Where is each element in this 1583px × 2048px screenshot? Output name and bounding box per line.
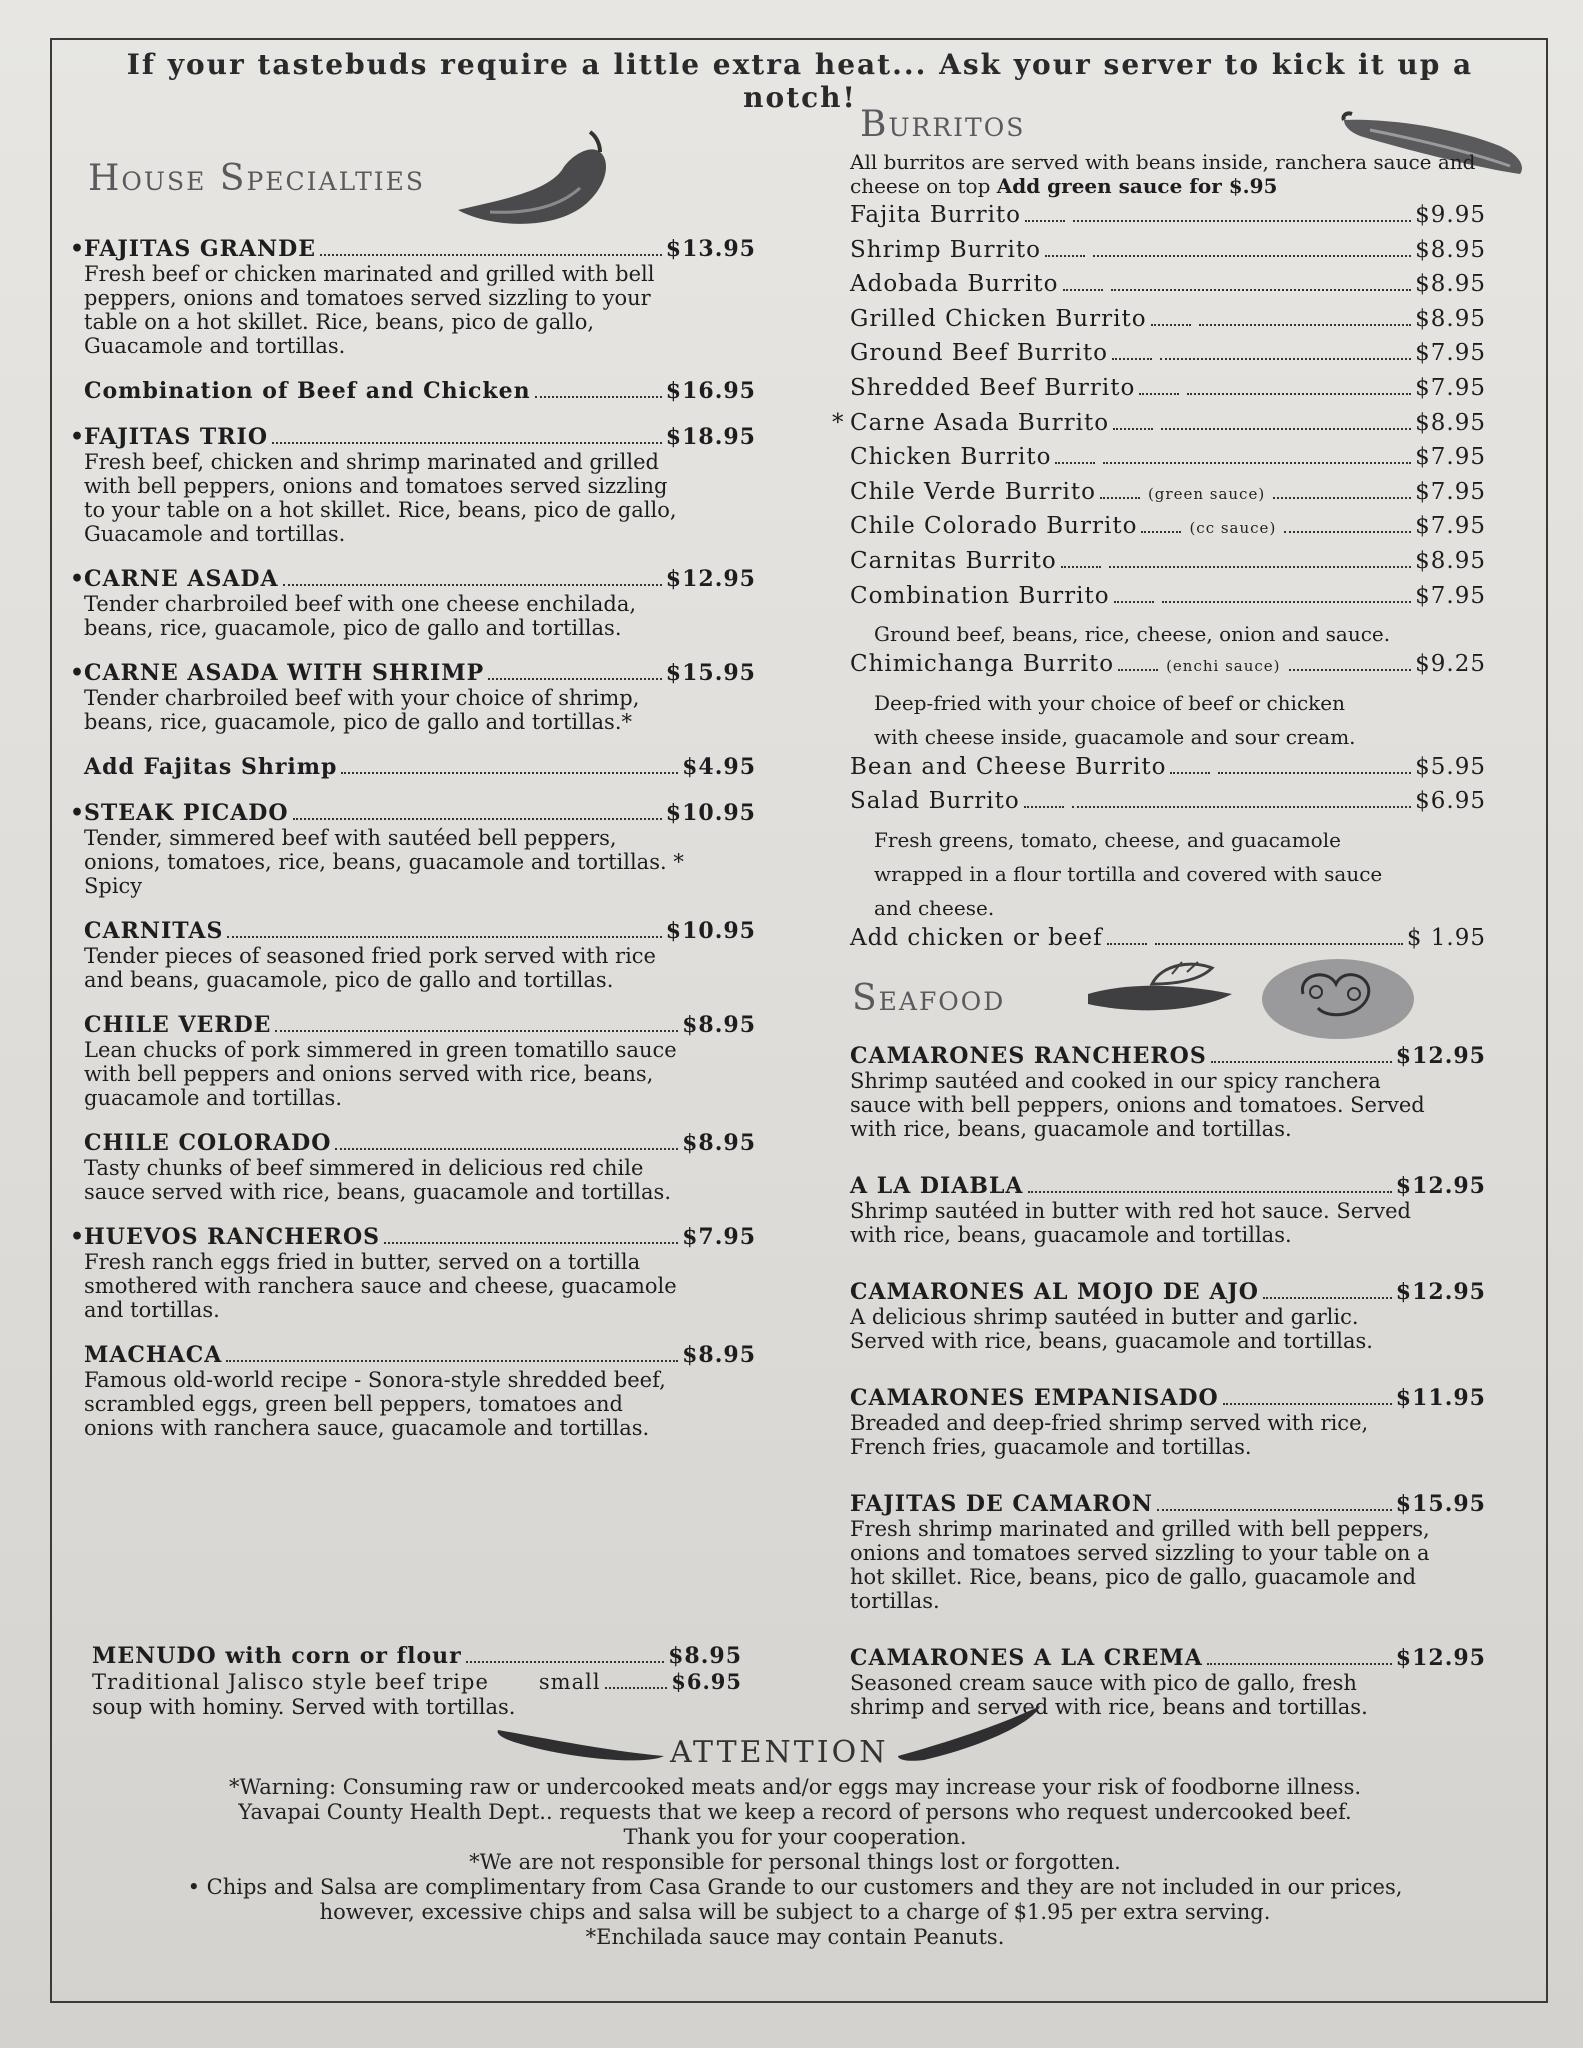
dot-leader [1025, 219, 1065, 222]
burrito-price: $7.95 [1415, 478, 1486, 505]
dot-leader [1284, 530, 1411, 533]
item-description: Tasty chunks of beef simmered in delicious red chile sauce served with rice, beans, guacamole and tortillas. [84, 1156, 671, 1204]
dot-leader [384, 1241, 678, 1244]
attention-line: *Warning: Consuming raw or undercooked meats and/or eggs may increase your risk of foodborne illness. [228, 1775, 1362, 1799]
item-price: $10.95 [665, 918, 756, 944]
item-header [850, 1491, 1486, 1517]
item-header [70, 660, 756, 686]
chile-pepper-icon [494, 1724, 670, 1766]
menu-item [70, 378, 756, 404]
seafood-item [850, 1043, 1486, 1141]
item-price: $18.95 [665, 424, 756, 450]
burrito-item [832, 409, 1486, 445]
burrito-sauce-note: (enchi sauce) [1166, 657, 1281, 676]
dot-leader [1155, 942, 1403, 945]
burrito-item [850, 754, 1486, 789]
burrito-price: $7.95 [1415, 340, 1486, 367]
dot-leader [535, 395, 662, 398]
menudo-small-label: small [538, 1670, 601, 1694]
item-price: $7.95 [682, 1224, 756, 1250]
item-description: Tender pieces of seasoned fried pork served with rice and beans, guacamole, pico de gallo and tortillas. [84, 944, 656, 992]
dot-leader [1111, 288, 1412, 291]
seafood-item [850, 1491, 1486, 1613]
burrito-item [850, 548, 1486, 583]
burrito-price: $8.95 [1415, 547, 1486, 574]
menu-item [70, 424, 756, 546]
item-header [70, 918, 756, 944]
dot-leader [1139, 392, 1179, 395]
burrito-price: $9.95 [1415, 202, 1486, 228]
item-name: CARNITAS [84, 918, 224, 944]
star-marker: • [70, 424, 86, 450]
dot-leader [1162, 600, 1412, 603]
item-header [70, 236, 756, 262]
menudo-name: MENUDO with corn or flour [92, 1643, 462, 1669]
item-description: Shrimp sautéed in butter with red hot sauce. Served with rice, beans, guacamole and tortillas. [850, 1199, 1411, 1247]
burrito-price: $5.95 [1415, 753, 1486, 780]
dot-leader [1223, 1402, 1392, 1405]
dot-leader [272, 441, 662, 444]
burrito-sauce-note: (green sauce) [1147, 484, 1266, 503]
burrito-price: $8.95 [1415, 305, 1486, 332]
dot-leader [1157, 1508, 1392, 1511]
house-specialties-list [70, 236, 756, 1460]
item-description: Seasoned cream sauce with pico de gallo, fresh shrimp and served with rice, beans and tortillas. [850, 1671, 1368, 1719]
burrito-name: Ground Beef Burrito [850, 340, 1108, 367]
dot-leader [1073, 219, 1411, 222]
burrito-description: Fresh greens, tomato, cheese, and guacamole [874, 827, 1341, 852]
burrito-price: $7.95 [1415, 513, 1486, 540]
menu-item [70, 1224, 756, 1322]
burrito-description: Ground beef, beans, rice, cheese, onion and sauce. [874, 622, 1391, 647]
dot-leader [335, 1147, 678, 1150]
burrito-item [850, 444, 1486, 479]
item-price: $8.95 [682, 1342, 756, 1368]
seafood-item [850, 1385, 1486, 1459]
dot-leader [293, 817, 662, 820]
star-marker: • [70, 566, 86, 592]
star-marker: • [70, 660, 86, 686]
menu-item [70, 1342, 756, 1440]
menu-item [70, 918, 756, 992]
burritos-title: Burritos [860, 104, 1026, 145]
item-description: Fresh beef, chicken and shrimp marinated and grilled with bell peppers, onions and tomatoes served sizzling to your table on a hot skillet. Rice, beans, pico de gallo, Guacamole and tortillas. [84, 450, 677, 546]
burrito-name: Fajita Burrito [850, 202, 1022, 228]
menudo-line2: Traditional Jalisco style beef tripe [92, 1670, 489, 1694]
burrito-item [850, 651, 1486, 686]
dot-leader [1151, 323, 1191, 326]
burrito-description: with cheese inside, guacamole and sour cream. [874, 724, 1356, 749]
dot-leader [1107, 942, 1147, 945]
item-price: $12.95 [1395, 1043, 1486, 1069]
seafood-item [850, 1279, 1486, 1353]
star-marker: • [70, 800, 86, 826]
burrito-name: Chile Verde Burrito [850, 478, 1096, 505]
item-price: $16.95 [665, 378, 756, 404]
item-description: Tender charbroiled beef with your choice of shrimp, beans, rice, guacamole, pico de gallo and tortillas.* [84, 686, 640, 734]
attention-line: Thank you for your cooperation. [623, 1825, 967, 1849]
item-header [70, 566, 756, 592]
seafood-plate-icon [1258, 954, 1418, 1044]
burrito-price: $7.95 [1415, 444, 1486, 471]
burrito-price: $ 1.95 [1406, 924, 1486, 951]
item-price: $8.95 [682, 1130, 756, 1156]
dot-leader [1141, 530, 1181, 533]
dot-leader [341, 771, 678, 774]
burrito-description: wrapped in a flour tortilla and covered with sauce [874, 861, 1383, 886]
dot-leader [227, 935, 661, 938]
item-name: A LA DIABLA [850, 1173, 1024, 1199]
burritos-list [832, 202, 1486, 960]
shrimp-icon [1082, 954, 1242, 1024]
item-name: CAMARONES AL MOJO DE AJO [850, 1279, 1259, 1305]
star-marker: * [832, 409, 845, 436]
burrito-price: $8.95 [1415, 271, 1486, 298]
item-price: $12.95 [1395, 1279, 1486, 1305]
item-name: STEAK PICADO [84, 800, 289, 826]
menudo-price: $8.95 [668, 1643, 742, 1669]
item-name: HUEVOS RANCHEROS [84, 1224, 380, 1250]
item-description: Famous old-world recipe - Sonora-style shredded beef, scrambled eggs, green bell peppers, tomatoes and onions with ranchera sauce, guacamole and tortillas. [84, 1368, 666, 1440]
burrito-name: Chile Colorado Burrito [850, 513, 1138, 540]
burritos-intro [850, 150, 1486, 198]
item-header [850, 1279, 1486, 1305]
item-description: Breaded and deep-fried shrimp served with rice, French fries, guacamole and tortillas. [850, 1411, 1369, 1459]
dot-leader [275, 1029, 678, 1032]
dot-leader [1113, 427, 1153, 430]
item-description: Shrimp sautéed and cooked in our spicy ranchera sauce with bell peppers, onions and tomatoes. Served with rice, beans, guacamole and tortillas. [850, 1069, 1425, 1141]
item-price: $11.95 [1395, 1385, 1486, 1411]
burrito-name: Add chicken or beef [850, 924, 1103, 951]
seafood-list [850, 1043, 1486, 1751]
burrito-name: Carnitas Burrito [850, 547, 1057, 574]
item-name: Combination of Beef and Chicken [84, 378, 531, 404]
burrito-name: Bean and Cheese Burrito [850, 753, 1167, 780]
dot-leader [1024, 805, 1064, 808]
burrito-item [850, 788, 1486, 823]
burrito-name: Carne Asada Burrito [850, 409, 1110, 436]
dot-leader [1289, 668, 1412, 671]
dot-leader [1103, 461, 1411, 464]
burritos-intro-bold: Add green sauce for $.95 [996, 174, 1278, 198]
burritos-intro-text: All burritos are served with beans inside, ranchera sauce and cheese on top [850, 150, 1476, 198]
dot-leader [1207, 1662, 1392, 1665]
dot-leader [1160, 357, 1411, 360]
dot-leader [1199, 323, 1412, 326]
item-description: Tender, simmered beef with sautéed bell peppers, onions, tomatoes, rice, beans, guacamole and tortillas. * Spicy [84, 826, 684, 898]
dot-leader [1211, 1060, 1392, 1063]
chile-pepper-icon [894, 1702, 1044, 1762]
item-description: Fresh shrimp marinated and grilled with bell peppers, onions and tomatoes served sizzling to your table on a hot skillet. Rice, beans, pico de gallo, guacamole and tortillas. [850, 1517, 1430, 1613]
dot-leader [1114, 600, 1154, 603]
dot-leader [1273, 496, 1411, 499]
dot-leader [1028, 1190, 1392, 1193]
item-name: FAJITAS GRANDE [84, 236, 316, 262]
dot-leader [1170, 771, 1210, 774]
item-name: CAMARONES A LA CREMA [850, 1645, 1203, 1671]
attention-line: however, excessive chips and salsa will be subject to a charge of $1.95 per extra serving. [319, 1900, 1271, 1924]
burrito-price: $8.95 [1415, 236, 1486, 263]
burrito-item [850, 583, 1486, 618]
dot-leader [1187, 392, 1411, 395]
item-price: $15.95 [1395, 1491, 1486, 1517]
dot-leader [605, 1686, 668, 1689]
item-header [850, 1385, 1486, 1411]
tagline: If your tastebuds require a little extra heat... Ask your server to kick it up a notch! [126, 48, 1474, 114]
item-header [70, 378, 756, 404]
menu-item [70, 566, 756, 640]
dot-leader [1055, 461, 1095, 464]
item-header [70, 424, 756, 450]
burritos-section [832, 150, 1486, 960]
dot-leader [1063, 288, 1103, 291]
menu-item [70, 800, 756, 898]
menu-item [70, 1130, 756, 1204]
menudo-line3: soup with hominy. Served with tortillas. [92, 1695, 516, 1719]
attention-line: *We are not responsible for personal things lost or forgotten. [469, 1850, 1121, 1874]
item-name: CARNE ASADA [84, 566, 279, 592]
item-header [850, 1173, 1486, 1199]
dot-leader [226, 1359, 678, 1362]
item-header [70, 1342, 756, 1368]
item-price: $4.95 [682, 754, 756, 780]
menu-item [70, 660, 756, 734]
item-name: CARNE ASADA WITH SHRIMP [84, 660, 485, 686]
dot-leader [488, 677, 662, 680]
item-name: CHILE VERDE [84, 1012, 272, 1038]
burrito-item [850, 375, 1486, 410]
dot-leader [1045, 254, 1085, 257]
burrito-price: $9.25 [1415, 651, 1486, 678]
item-name: CAMARONES EMPANISADO [850, 1385, 1219, 1411]
dot-leader [1109, 565, 1411, 568]
dot-leader [1072, 805, 1411, 808]
burrito-item [850, 202, 1486, 237]
chile-pepper-icon [450, 130, 620, 240]
item-price: $12.95 [1395, 1173, 1486, 1199]
burrito-item [850, 479, 1486, 514]
dot-leader [1263, 1296, 1392, 1299]
item-header [70, 1130, 756, 1156]
item-name: FAJITAS TRIO [84, 424, 268, 450]
item-name: Add Fajitas Shrimp [84, 754, 338, 780]
attention-line: *Enchilada sauce may contain Peanuts. [585, 1925, 1005, 1949]
item-header [70, 1012, 756, 1038]
seafood-item [850, 1173, 1486, 1247]
item-name: MACHACA [84, 1342, 223, 1368]
burrito-item [850, 271, 1486, 306]
item-price: $12.95 [665, 566, 756, 592]
attention-title: ATTENTION [670, 1735, 889, 1770]
burrito-name: Grilled Chicken Burrito [850, 305, 1147, 332]
seafood-title: Seafood [852, 978, 1006, 1019]
item-price: $10.95 [665, 800, 756, 826]
item-description: Fresh ranch eggs fried in butter, served on a tortilla smothered with ranchera sauce and cheese, guacamole and tortillas. [84, 1250, 677, 1322]
burrito-item [850, 340, 1486, 375]
item-description: Fresh beef or chicken marinated and grilled with bell peppers, onions and tomatoes served sizzling to your table on a hot skillet. Rice, beans, pico de gallo, Guacamole and tortillas. [84, 262, 655, 358]
dot-leader [283, 583, 662, 586]
menudo-item [92, 1643, 742, 1719]
burrito-price: $7.95 [1415, 582, 1486, 609]
burrito-name: Shredded Beef Burrito [850, 374, 1136, 401]
dot-leader [1112, 357, 1152, 360]
attention-line: • Chips and Salsa are complimentary from Casa Grande to our customers and they are not included in our prices, [187, 1875, 1403, 1899]
item-name: CAMARONES RANCHEROS [850, 1043, 1207, 1069]
menu-item [70, 1012, 756, 1110]
item-header [70, 1224, 756, 1250]
item-name: FAJITAS DE CAMARON [850, 1491, 1153, 1517]
dot-leader [1093, 254, 1411, 257]
burrito-name: Combination Burrito [850, 582, 1110, 609]
dot-leader [1100, 496, 1140, 499]
item-header [850, 1645, 1486, 1671]
burrito-name: Adobada Burrito [850, 271, 1059, 298]
item-price: $15.95 [665, 660, 756, 686]
item-description: Lean chucks of pork simmered in green tomatillo sauce with bell peppers and onions served with rice, beans, guacamole and tortillas. [84, 1038, 677, 1110]
house-specialties-title: House Specialties [88, 158, 426, 199]
attention-line: Yavapai County Health Dept.. requests that we keep a record of persons who request undercooked beef. [238, 1800, 1352, 1824]
item-header [70, 800, 756, 826]
burrito-name: Chicken Burrito [850, 444, 1052, 471]
dot-leader [320, 253, 662, 256]
star-marker: • [70, 1224, 86, 1250]
burrito-description: Deep-fried with your choice of beef or chicken [874, 690, 1345, 715]
item-name: CHILE COLORADO [84, 1130, 332, 1156]
burrito-price: $7.95 [1415, 374, 1486, 401]
dot-leader [1218, 771, 1411, 774]
menu-item [70, 754, 756, 780]
item-header [850, 1043, 1486, 1069]
dot-leader [1118, 668, 1158, 671]
burrito-sauce-note: (cc sauce) [1189, 519, 1277, 538]
burrito-name: Shrimp Burrito [850, 236, 1041, 263]
dot-leader [1161, 427, 1411, 430]
item-price: $13.95 [665, 236, 756, 262]
item-description: A delicious shrimp sautéed in butter and garlic. Served with rice, beans, guacamole and tortillas. [850, 1305, 1373, 1353]
burrito-item [850, 306, 1486, 341]
burrito-name: Chimichanga Burrito [850, 651, 1115, 678]
item-description: Tender charbroiled beef with one cheese enchilada, beans, rice, guacamole, pico de gallo and tortillas. [84, 592, 637, 640]
item-header [70, 754, 756, 780]
burrito-item [850, 237, 1486, 272]
dot-leader [1061, 565, 1101, 568]
menu-item [70, 236, 756, 358]
dot-leader [466, 1660, 664, 1663]
burrito-name: Salad Burrito [850, 788, 1020, 815]
burrito-price: $6.95 [1415, 788, 1486, 815]
attention-notes [130, 1775, 1460, 1950]
item-price: $8.95 [682, 1012, 756, 1038]
burrito-description: and cheese. [874, 895, 995, 920]
star-marker: • [70, 236, 86, 262]
burrito-item [850, 513, 1486, 548]
item-price: $12.95 [1395, 1645, 1486, 1671]
burrito-price: $8.95 [1415, 409, 1486, 436]
menudo-small-price: $6.95 [671, 1669, 742, 1694]
